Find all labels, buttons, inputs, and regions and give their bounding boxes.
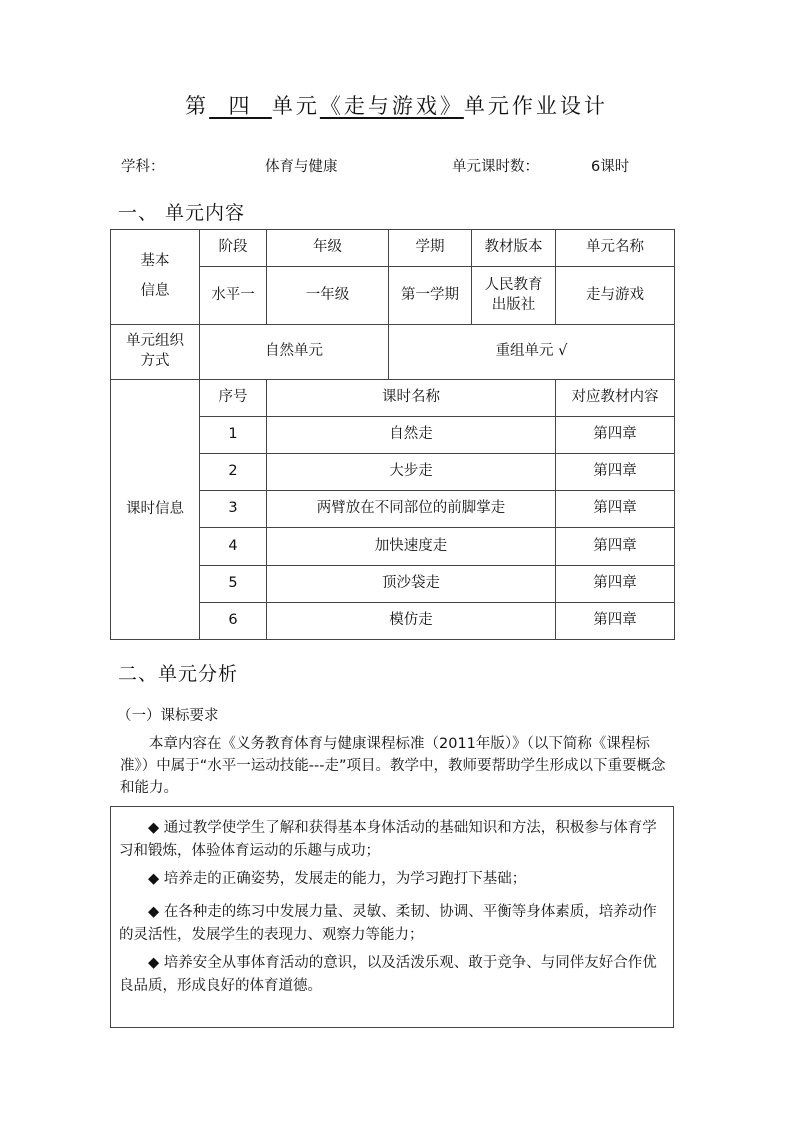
lesson-no: 5	[200, 566, 267, 603]
section-heading-analysis: 二、单元分析	[118, 663, 239, 685]
lesson-header-no: 序号	[200, 380, 267, 417]
lesson-content: 第四章	[556, 454, 675, 491]
subject-value: 体育与健康	[265, 159, 338, 175]
lesson-name: 自然走	[267, 417, 556, 454]
lesson-info-label: 课时信息	[111, 380, 200, 640]
list-item: ◆ 培养走的正确姿势，发展走的能力，为学习跑打下基础；	[148, 871, 527, 887]
lesson-no: 4	[200, 528, 267, 566]
lesson-name: 顶沙袋走	[267, 566, 556, 603]
subheading-standards: （一）课标要求	[117, 708, 219, 724]
org-natural: 自然单元	[200, 325, 389, 380]
lesson-no: 6	[200, 603, 267, 640]
title-suffix: 单元作业设计	[463, 94, 608, 118]
lesson-name: 加快速度走	[267, 528, 556, 566]
lesson-name: 两臂放在不同部位的前脚掌走	[267, 491, 556, 528]
lesson-content: 第四章	[556, 603, 675, 640]
title-prefix: 第	[185, 94, 210, 118]
lesson-no: 1	[200, 417, 267, 454]
lesson-content: 第四章	[556, 417, 675, 454]
lesson-name: 模仿走	[267, 603, 556, 640]
value-unit-name: 走与游戏	[556, 267, 675, 325]
lesson-no: 3	[200, 491, 267, 528]
intro-paragraph: 本章内容在《义务教育体育与健康课程标准（2011年版）》（以下简称《课程标准》）中属于“水平一运动技能---走”项目。教学中，教师要帮助学生形成以下重要概念和能力。	[120, 736, 666, 796]
header-edition: 教材版本	[472, 230, 556, 267]
hours-label: 单元课时数：	[452, 159, 539, 175]
requirements-box	[110, 806, 674, 1028]
document-title	[0, 90, 793, 120]
lesson-no: 2	[200, 454, 267, 491]
header-unit-name: 单元名称	[556, 230, 675, 267]
lesson-header-name: 课时名称	[267, 380, 556, 417]
list-item: ◆ 在各种走的练习中发展力量、灵敏、柔韧、协调、平衡等身体素质，培养动作的灵活性，发展学生的表现力、观察力等能力；	[119, 904, 657, 943]
basic-info-label: 基本 信息	[111, 230, 200, 325]
title-unit-number: 四	[228, 94, 253, 118]
unit-info-table	[110, 229, 675, 640]
header-stage: 阶段	[200, 230, 267, 267]
list-item: ◆ 培养安全从事体育活动的意识，以及活泼乐观、敢于竞争、与同伴友好合作优良品质，形成良好的体育道德。	[119, 955, 657, 994]
org-regroup: 重组单元 √	[389, 325, 675, 380]
value-edition: 人民教育出版社	[472, 267, 556, 325]
lesson-content: 第四章	[556, 566, 675, 603]
lesson-content: 第四章	[556, 528, 675, 566]
list-item: ◆ 通过教学使学生了解和获得基本身体活动的基础知识和方法，积极参与体育学习和锻炼，体验体育运动的乐趣与成功；	[119, 820, 657, 859]
hours-value: 6课时	[591, 159, 630, 175]
subject-label: 学科：	[121, 159, 165, 175]
lesson-content: 第四章	[556, 491, 675, 528]
header-grade: 年级	[267, 230, 389, 267]
value-semester: 第一学期	[389, 267, 472, 325]
title-book: 《走与游戏》	[319, 94, 464, 118]
value-stage: 水平一	[200, 267, 267, 325]
lesson-header-content: 对应教材内容	[556, 380, 675, 417]
header-semester: 学期	[389, 230, 472, 267]
title-middle: 单元	[271, 94, 320, 118]
value-grade: 一年级	[267, 267, 389, 325]
section-heading-content: 一、 单元内容	[118, 202, 246, 224]
lesson-name: 大步走	[267, 454, 556, 491]
org-label: 单元组织方式	[111, 325, 200, 380]
